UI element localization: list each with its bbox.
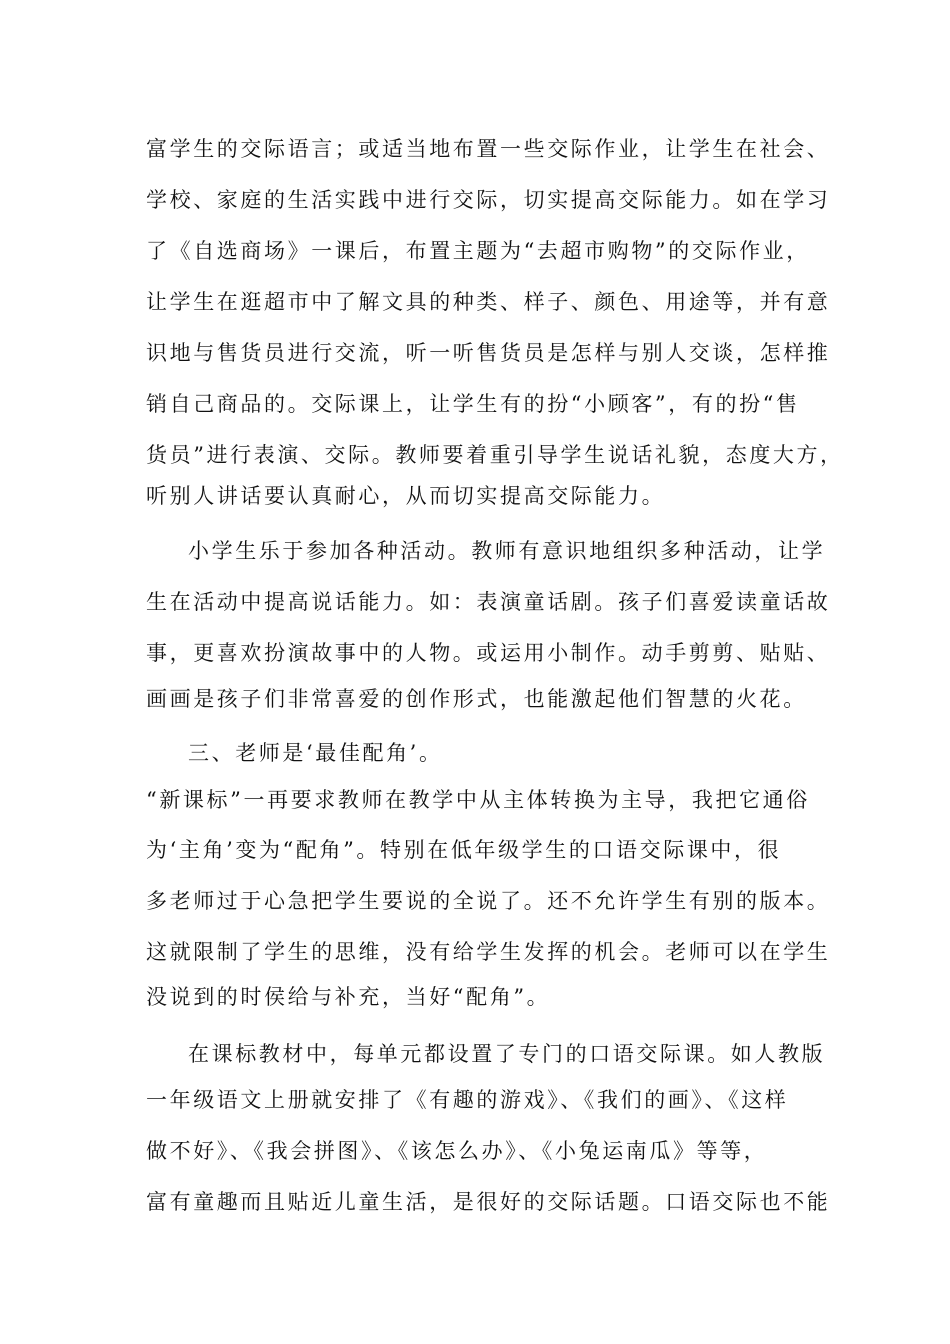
text-line: 富有童趣而且贴近儿童生活，是很好的交际话题。口语交际也不能 [146,1190,831,1214]
text-line: 听别人讲话要认真耐心，从而切实提高交际能力。 [146,484,666,508]
text-line: 富学生的交际语言；或适当地布置一些交际作业，让学生在社会、 [146,137,831,161]
text-line: 多老师过于心急把学生要说的全说了。还不允许学生有别的版本。 [146,889,831,913]
text-line: 销自己商品的。交际课上，让学生有的扮“小顾客”，有的扮“售 [146,392,800,416]
paragraph-first-line: 在课标教材中，每单元都设置了专门的口语交际课。如人教版 [188,1042,826,1066]
text-line: 为‘主角’变为“配角”。特别在低年级学生的口语交际课中，很 [146,838,782,862]
text-line: 一年级语文上册就安排了《有趣的游戏》、《我们的画》、《这样 [146,1088,789,1112]
text-line: 货员”进行表演、交际。教师要着重引导学生说话礼貌，态度大方， [146,443,844,467]
text-line: 画画是孩子们非常喜爱的创作形式，也能激起他们智慧的火花。 [146,687,807,711]
text-line: 做不好》、《我会拼图》、《该怎么办》、《小兔运南瓜》等等， [146,1139,768,1163]
section-heading: 三、老师是‘最佳配角’。 [188,741,443,765]
text-line: 了《自选商场》一课后，布置主题为“去超市购物”的交际作业， [146,239,810,263]
text-line: 事，更喜欢扮演故事中的人物。或运用小制作。动手剪剪、贴贴、 [146,641,831,665]
text-line: 这就限制了学生的思维，没有给学生发挥的机会。老师可以在学生 [146,940,831,964]
paragraph-first-line: 小学生乐于参加各种活动。教师有意识地组织多种活动，让学 [188,539,826,563]
text-line: 生在活动中提高说话能力。如：表演童话剧。孩子们喜爱读童话故 [146,590,831,614]
text-line: 没说到的时侯给与补充，当好“配角”。 [146,985,551,1009]
text-line: 识地与售货员进行交流，听一听售货员是怎样与别人交谈，怎样推 [146,341,831,365]
text-line: 学校、家庭的生活实践中进行交际，切实提高交际能力。如在学习 [146,188,831,212]
text-line: “新课标”一再要求教师在教学中从主体转换为主导，我把它通俗 [146,788,810,812]
text-line: 让学生在逛超市中了解文具的种类、样子、颜色、用途等，并有意 [146,290,831,314]
